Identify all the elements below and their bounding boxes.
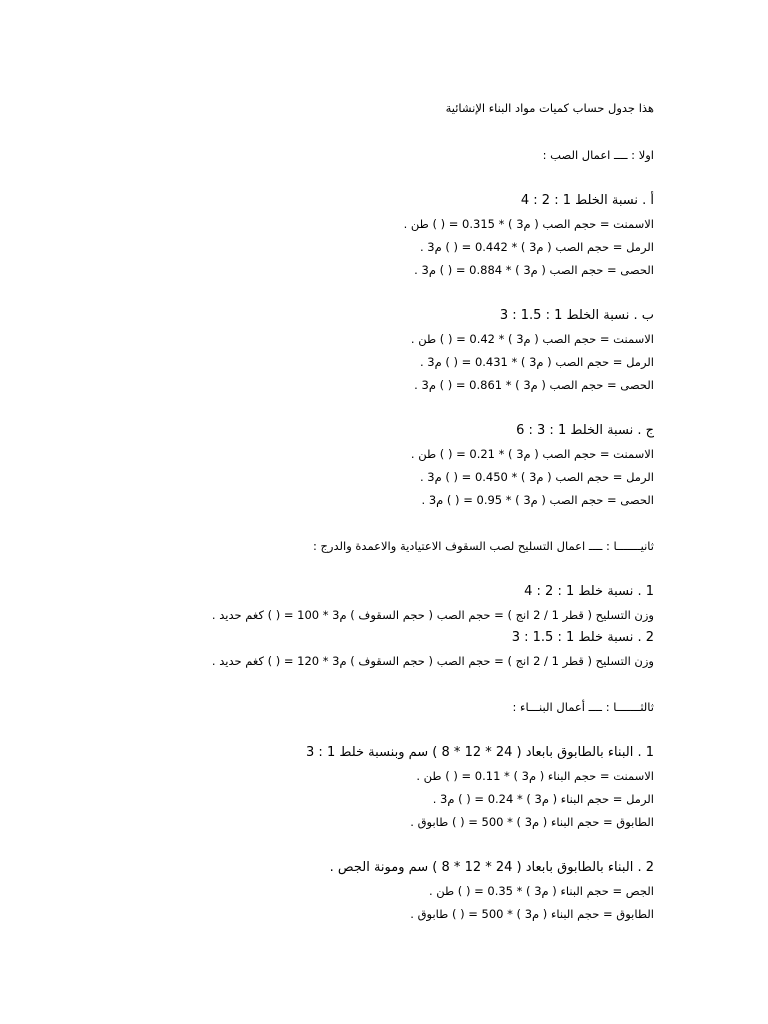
masonry-item1-sand: الرمل = حجم البناء ( م3 ) * 0.24 = ( ) م3 .	[432, 792, 654, 806]
mix-c-title: ج . نسبة الخلط 1 : 3 : 6	[516, 423, 654, 438]
mix-b-cement: الاسمنت = حجم الصب ( م3 ) * 0.42 = ( ) طن .	[410, 332, 654, 346]
mix-b-gravel: الحصى = حجم الصب ( م3 ) * 0.861 = ( ) م3 .	[414, 378, 654, 392]
section1-heading: اولا : ــــ اعمال الصب :	[542, 148, 654, 162]
masonry-item2-title: 2 . البناء بالطابوق بابعاد ( 24 * 12 * 8 ) سم ومونة الجص .	[329, 860, 654, 875]
masonry-item1-bricks: الطابوق = حجم البناء ( م3 ) * 500 = ( ) طابوق .	[410, 815, 654, 829]
mix-c-gravel: الحصى = حجم الصب ( م3 ) * 0.95 = ( ) م3 .	[421, 493, 654, 507]
document-title: هذا جدول حساب كميات مواد البناء الإنشائية	[445, 101, 654, 115]
masonry-item2-bricks: الطابوق = حجم البناء ( م3 ) * 500 = ( ) طابوق .	[410, 907, 654, 921]
rebar-item1-formula: وزن التسليح ( قطر 1 / 2 انج ) = حجم الصب ( حجم السقوف ) م3 * 100 = ( ) كغم حديد .	[211, 608, 654, 622]
mix-a-title: أ . نسبة الخلط 1 : 2 : 4	[520, 193, 654, 208]
rebar-item2-title: 2 . نسبة خلط 1 : 1.5 : 3	[511, 630, 654, 645]
masonry-item1-title: 1 . البناء بالطابوق بابعاد ( 24 * 12 * 8 ) سم وبنسبة خلط 1 : 3	[306, 745, 654, 760]
mix-a-gravel: الحصى = حجم الصب ( م3 ) * 0.884 = ( ) م3 .	[414, 263, 654, 277]
mix-c-cement: الاسمنت = حجم الصب ( م3 ) * 0.21 = ( ) طن .	[410, 447, 654, 461]
mix-c-sand: الرمل = حجم الصب ( م3 ) * 0.450 = ( ) م3 .	[419, 470, 654, 484]
masonry-item2-gypsum: الجص = حجم البناء ( م3 ) * 0.35 = ( ) طن .	[428, 884, 654, 898]
mix-a-sand: الرمل = حجم الصب ( م3 ) * 0.442 = ( ) م3 .	[419, 240, 654, 254]
section3-heading: ثالثـــــــا : ــــ أعمال البنـــاء :	[512, 700, 654, 714]
mix-b-title: ب . نسبة الخلط 1 : 1.5 : 3	[499, 308, 654, 323]
section2-heading: ثانيـــــــا : ــــ اعمال التسليح لصب السقوف الاعتيادية والاعمدة والدرج :	[312, 539, 654, 553]
rebar-item2-formula: وزن التسليح ( قطر 1 / 2 انج ) = حجم الصب ( حجم السقوف ) م3 * 120 = ( ) كغم حديد .	[211, 654, 654, 668]
mix-a-cement: الاسمنت = حجم الصب ( م3 ) * 0.315 = ( ) طن .	[403, 217, 654, 231]
rebar-item1-title: 1 . نسبة خلط 1 : 2 : 4	[524, 584, 654, 599]
masonry-item1-cement: الاسمنت = حجم البناء ( م3 ) * 0.11 = ( ) طن .	[416, 769, 654, 783]
mix-b-sand: الرمل = حجم الصب ( م3 ) * 0.431 = ( ) م3 .	[419, 355, 654, 369]
